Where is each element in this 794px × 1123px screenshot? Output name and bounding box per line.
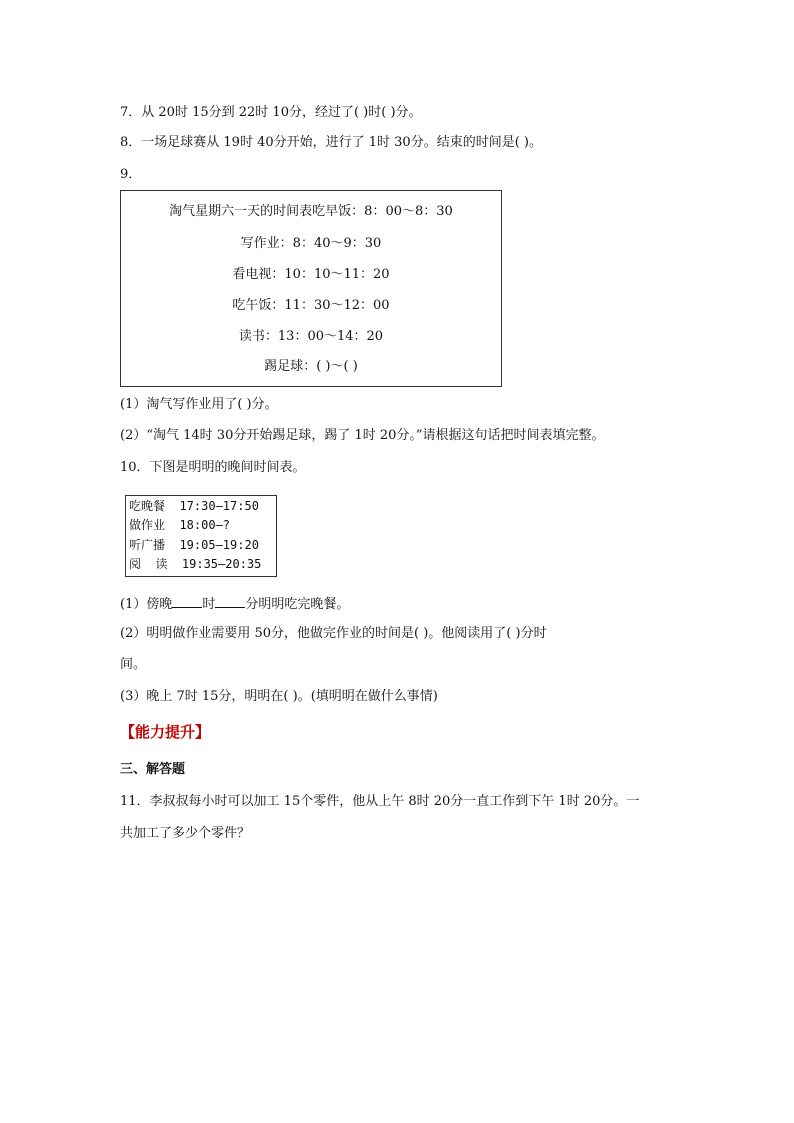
schedule-row: 读书：13：00～14：20 — [238, 329, 384, 344]
schedule-row: 吃午饭：11：30～12：00 — [232, 298, 390, 313]
question-8: 8．一场足球赛从 19时 40分开始，进行了 1时 30分。结束的时间是( )。 — [120, 135, 542, 150]
schedule-row: 淘气星期六一天的时间表吃早饭：8：00～8：30 — [169, 204, 453, 219]
evening-row: 听广播 19:05—19:20 — [129, 538, 259, 552]
question-9-part-2: (2）“淘气 14时 30分开始踢足球，踢了 1时 20分。”请根据这句话把时间表填完整。 — [120, 428, 605, 443]
question-11-line-1: 11．李叔叔每小时可以加工 15个零件，他从上午 8时 20分一直工作到下午 1时 20分。一 — [120, 794, 640, 809]
question-9-part-1: (1）淘气写作业用了( )分。 — [120, 397, 278, 412]
question-10-part-1 — [120, 593, 349, 615]
q10-1-text-c: 分明明吃完晚餐。 — [245, 597, 350, 612]
question-11-line-2: 共加工了多少个零件？ — [120, 826, 251, 841]
section-heading-answers: 三、解答题 — [120, 762, 186, 777]
evening-schedule-image — [125, 495, 277, 577]
question-10-part-2-continued: 间。 — [120, 657, 147, 672]
schedule-row: 写作业：8：40～9：30 — [240, 236, 382, 251]
evening-row: 吃晚餐 17:30—17:50 — [129, 499, 259, 513]
schedule-table-9 — [120, 190, 502, 387]
answer-blank — [172, 593, 202, 608]
question-10: 10．下图是明明的晚间时间表。 — [120, 460, 306, 475]
answer-blank — [215, 593, 245, 608]
question-10-part-3: (3）晚上 7时 15分，明明在( )。(填明明在做什么事情) — [120, 689, 438, 704]
question-9-number: 9． — [120, 167, 142, 182]
q10-1-text-a: (1）傍晚 — [120, 597, 173, 612]
question-10-part-2: (2）明明做作业需要用 50分，他做完作业的时间是( )。他阅读用了( )分时 — [120, 626, 547, 641]
evening-row: 阅 读 19:35—20:35 — [129, 557, 262, 571]
section-heading-ability: 【能力提升】 — [120, 723, 211, 741]
schedule-row: 踢足球：( )～( ) — [264, 359, 358, 374]
question-7: 7．从 20时 15分到 22时 10分，经过了( )时( )分。 — [120, 105, 422, 120]
schedule-row: 看电视：10：10～11：20 — [232, 267, 390, 282]
evening-row: 做作业 18:00—? — [129, 518, 231, 532]
q10-1-text-b: 时 — [202, 597, 216, 612]
